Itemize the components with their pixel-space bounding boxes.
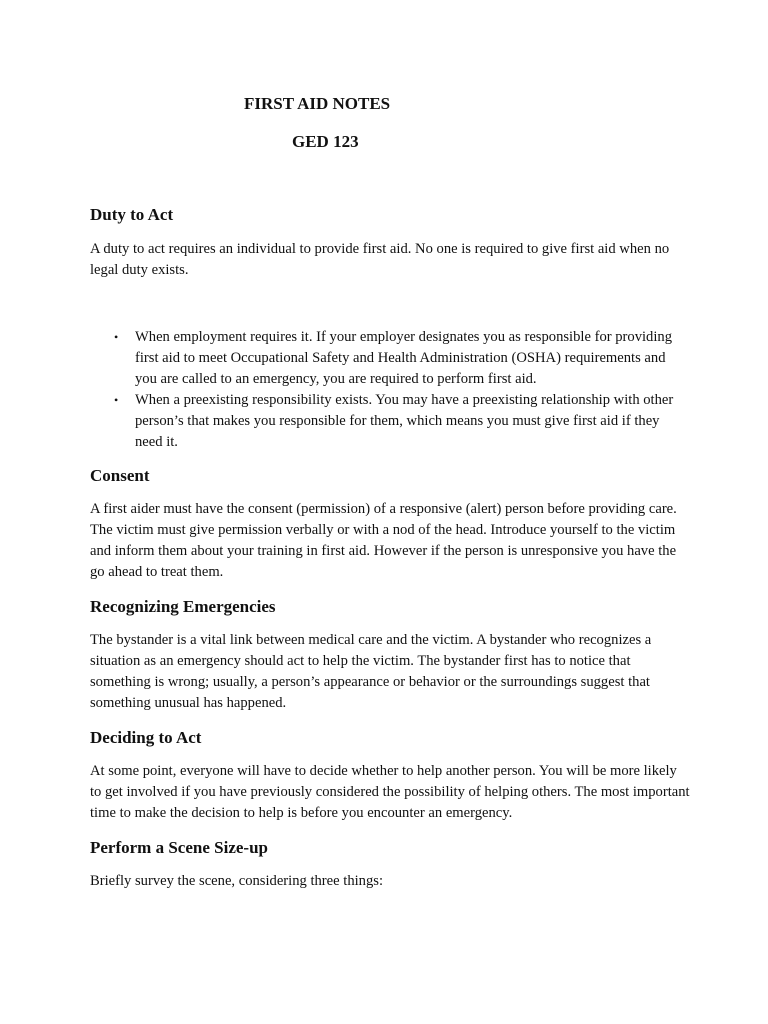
list-item (114, 390, 690, 453)
bullet-icon: • (114, 330, 119, 344)
duty-bullet-list (90, 327, 690, 453)
heading-recognizing-emergencies: Recognizing Emergencies (90, 597, 276, 616)
document-body (90, 204, 690, 892)
paragraph-recognizing-emergencies: The bystander is a vital link between medical care and the victim. A bystander who recognizes a situation as an emergency should act to help the victim. The bystander first has to notice that something is wrong; usually, a person’s appearance or behavior or the surroundings suggest that something unusual has happened. (90, 632, 652, 711)
list-item-text: When employment requires it. If your employer designates you as responsible for providing first aid to meet Occupational Safety and Health Administration (OSHA) requirements and you are called to an emergency, you are required to perform first aid. (135, 329, 672, 387)
heading-duty-to-act: Duty to Act (90, 205, 174, 224)
heading-deciding-to-act: Deciding to Act (90, 728, 202, 747)
paragraph-consent: A first aider must have the consent (permission) of a responsive (alert) person before providing care. The victim must give permission verbally or with a nod of the head. Introduce yourself to the victim and inform them about your training in first aid. However if the person is unresponsive you have the go ahead to treat them. (90, 501, 677, 580)
document-title: FIRST AID NOTES (244, 94, 391, 113)
paragraph-scene-size-up: Briefly survey the scene, considering three things: (90, 873, 384, 889)
paragraph-deciding-to-act: At some point, everyone will have to decide whether to help another person. You will be more likely to get involved if you have previously considered the possibility of helping others. The most important time to make the decision to help is before you encounter an emergency. (90, 763, 690, 821)
heading-scene-size-up: Perform a Scene Size-up (90, 838, 268, 857)
paragraph-duty-to-act: A duty to act requires an individual to provide first aid. No one is required to give first aid when no legal duty exists. (90, 241, 670, 278)
list-item (114, 327, 690, 390)
bullet-icon: • (114, 393, 119, 407)
course-code: GED 123 (292, 132, 359, 151)
heading-consent: Consent (90, 466, 150, 485)
list-item-text: When a preexisting responsibility exists. You may have a preexisting relationship with other person’s that makes you responsible for them, which means you must give first aid if they need it. (135, 392, 674, 450)
